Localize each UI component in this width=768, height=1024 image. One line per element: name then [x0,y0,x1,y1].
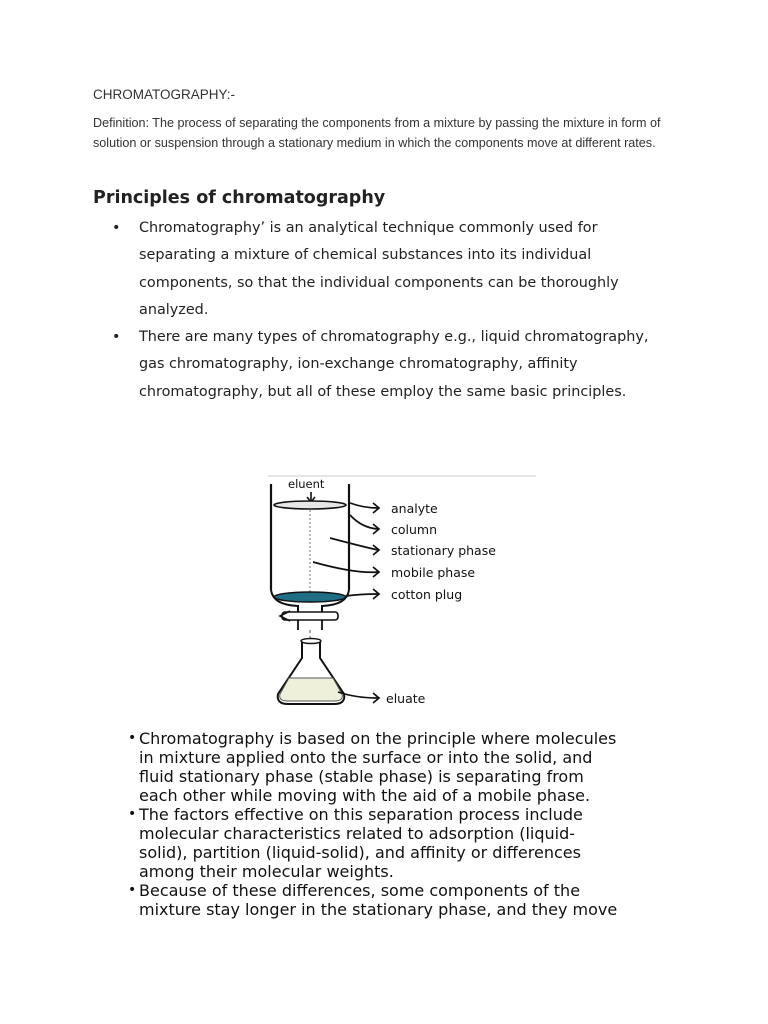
secondary-bullet-list [128,729,708,919]
label-cotton-plug: cotton plug [391,587,463,602]
bullet-line: each other while moving with the aid of a mobile phase. [139,786,591,805]
bullet-icon: • [112,329,121,346]
bullet-line: fluid stationary phase (stable phase) is separating from [139,767,584,786]
bullet-line: in mixture applied onto the surface or into the solid, and [139,748,593,767]
list-item [108,324,668,406]
primary-bullet-list [108,215,668,406]
document-title: CHROMATOGRAPHY:- [93,87,236,102]
label-stationary-phase: stationary phase [391,543,496,558]
arrow-stationary-icon [330,538,378,550]
bullet-line: among their molecular weights. [139,862,394,881]
eluate-liquid [280,678,343,701]
bullet-line: molecular characteristics related to adsorption (liquid- [139,824,576,843]
definition-paragraph: Definition: The process of separating the components from a mixture by passing the mixture in form of solution or suspension through a stationary medium in which the components move at different rates. [93,116,661,150]
bullet-icon: • [128,806,137,822]
bullet-text: Chromatography’ is an analytical technique commonly used for separating a mixture of chemical substances into its individual components, so that the individual components can be thoroughly analyzed. [139,220,619,318]
cotton-plug-disk [274,592,346,602]
bullet-icon: • [128,730,137,746]
label-eluent: eluent [288,477,325,491]
column-top-disk [274,501,346,509]
list-item [128,881,708,919]
bullet-line: mixture stay longer in the stationary phase, and they move [139,900,618,919]
label-analyte: analyte [391,501,438,516]
stopcock [282,612,338,620]
bullet-first-line: The factors effective on this separation process include [139,805,583,824]
arrow-mobile-icon [313,562,378,572]
list-item [128,729,708,805]
bullet-first-line: Chromatography is based on the principle where molecules [139,729,617,748]
label-column: column [391,522,438,537]
bullet-text: There are many types of chromatography e.g., liquid chromatography, gas chromatography, ion-exchange chromatography, affinity chromatography, but all of these employ the same basic principles. [139,329,649,400]
bullet-icon: • [112,220,121,236]
arrow-column-icon [350,515,378,529]
list-item [108,215,668,324]
label-mobile-phase: mobile phase [391,565,476,580]
bullet-icon: • [128,882,137,898]
flask-neck-rim [301,639,321,644]
diagram-svg [268,470,538,715]
bullet-line: solid), partition (liquid-solid), and affinity or differences [139,843,581,862]
column-chromatography-diagram [268,470,538,715]
section-title: Principles of chromatography [93,188,386,208]
arrow-cotton-icon [346,594,378,596]
bullet-first-line: Because of these differences, some components of the [139,881,581,900]
list-item [128,805,708,881]
label-eluate: eluate [386,691,426,706]
